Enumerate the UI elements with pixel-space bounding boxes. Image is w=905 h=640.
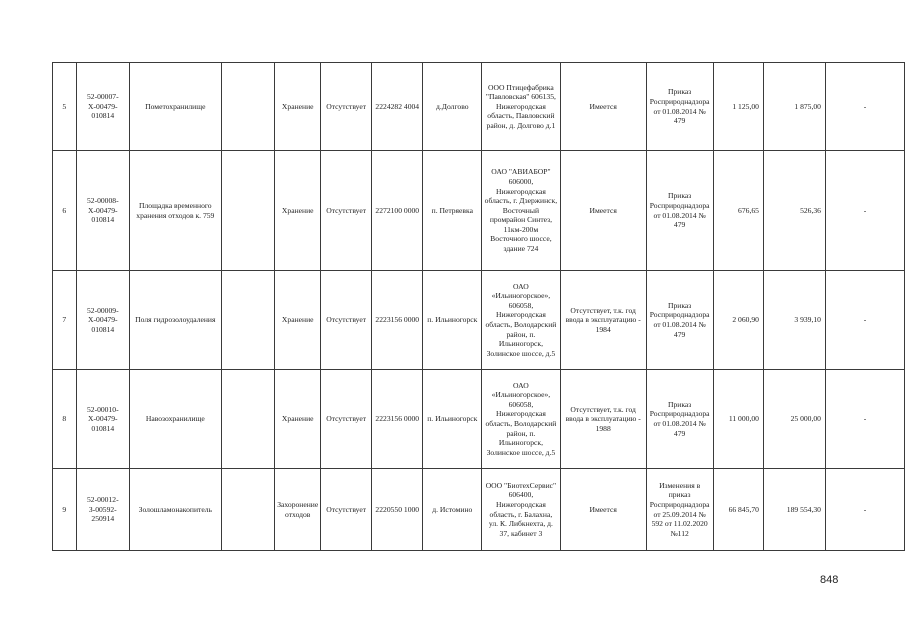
object-name: Площадка временного хранения отходов к. 759	[130, 151, 222, 271]
locality-name: п. Ильиногорск	[423, 370, 482, 469]
note-cell: -	[825, 271, 904, 370]
monitoring-status: Отсутствует, т.к. год ввода в эксплуатацию - 1988	[560, 370, 646, 469]
order-info: Приказ Росприроднадзора от 01.08.2014 № 479	[646, 370, 713, 469]
status-cell: Отсутствует	[321, 63, 372, 151]
capacity-value: 11 000,00	[713, 370, 763, 469]
capacity-value: 2 060,90	[713, 271, 763, 370]
row-number: 9	[53, 469, 77, 551]
table-row	[53, 469, 905, 551]
object-purpose: Хранение	[275, 370, 321, 469]
blank-cell	[221, 271, 275, 370]
operator-info: ООО Птицефабрика "Павловская" 606135, Нижегородская область, Павловский район, д. Долгово д.1	[482, 63, 561, 151]
locality-name: д. Истомино	[423, 469, 482, 551]
monitoring-status: Имеется	[560, 151, 646, 271]
status-cell: Отсутствует	[321, 271, 372, 370]
order-info: Изменения в приказ Росприроднадзора от 25.09.2014 № 592 от 11.02.2020 №112	[646, 469, 713, 551]
object-purpose: Хранение	[275, 151, 321, 271]
monitoring-status: Имеется	[560, 469, 646, 551]
table-row	[53, 151, 905, 271]
object-purpose: Захоронение отходов	[275, 469, 321, 551]
blank-cell	[221, 469, 275, 551]
status-cell: Отсутствует	[321, 370, 372, 469]
row-number: 7	[53, 271, 77, 370]
blank-cell	[221, 63, 275, 151]
order-info: Приказ Росприроднадзора от 01.08.2014 № 479	[646, 63, 713, 151]
status-cell: Отсутствует	[321, 469, 372, 551]
registry-table	[52, 62, 905, 551]
operator-info: ОАО "АВИАБОР" 606000, Нижегородская область, г. Дзержинск, Восточный промрайон Синтез, 11км-200м Восточного шоссе, здание 724	[482, 151, 561, 271]
oktmo-code: 2272100 0000	[372, 151, 423, 271]
capacity-value: 66 845,70	[713, 469, 763, 551]
object-code: 52-00008-Х-00479-010814	[76, 151, 129, 271]
blank-cell	[221, 370, 275, 469]
object-name: Навозохранилище	[130, 370, 222, 469]
object-code: 52-00012-З-00592-250914	[76, 469, 129, 551]
area-value: 25 000,00	[763, 370, 825, 469]
table-row	[53, 63, 905, 151]
locality-name: п. Петряевка	[423, 151, 482, 271]
note-cell: -	[825, 469, 904, 551]
object-code: 52-00009-Х-00479-010814	[76, 271, 129, 370]
table-row	[53, 370, 905, 469]
object-name: Поля гидрозолоудаления	[130, 271, 222, 370]
capacity-value: 1 125,00	[713, 63, 763, 151]
order-info: Приказ Росприроднадзора от 01.08.2014 № 479	[646, 271, 713, 370]
oktmo-code: 2223156 0000	[372, 370, 423, 469]
row-number: 6	[53, 151, 77, 271]
oktmo-code: 2224282 4004	[372, 63, 423, 151]
area-value: 1 875,00	[763, 63, 825, 151]
oktmo-code: 2220550 1000	[372, 469, 423, 551]
capacity-value: 676,65	[713, 151, 763, 271]
locality-name: п. Ильиногорск	[423, 271, 482, 370]
area-value: 526,36	[763, 151, 825, 271]
page-number: 848	[820, 574, 839, 586]
object-name: Золошламонакопитель	[130, 469, 222, 551]
object-name: Пометохранилище	[130, 63, 222, 151]
order-info: Приказ Росприроднадзора от 01.08.2014 № 479	[646, 151, 713, 271]
note-cell: -	[825, 63, 904, 151]
area-value: 189 554,30	[763, 469, 825, 551]
operator-info: ОАО «Ильиногорское», 606058, Нижегородская область, Володарский район, п. Ильиногорск, Золинское шоссе, д.5	[482, 370, 561, 469]
object-code: 52-00007-Х-00479-010814	[76, 63, 129, 151]
operator-info: ОАО «Ильиногорское», 606058, Нижегородская область, Володарский район, п. Ильиногорск, Золинское шоссе, д.5	[482, 271, 561, 370]
object-purpose: Хранение	[275, 271, 321, 370]
note-cell: -	[825, 151, 904, 271]
monitoring-status: Имеется	[560, 63, 646, 151]
operator-info: ООО "БиотехСервис" 606400, Нижегородская область, г. Балахна, ул. К. Либкнехта, д. 37, кабинет 3	[482, 469, 561, 551]
note-cell: -	[825, 370, 904, 469]
row-number: 5	[53, 63, 77, 151]
status-cell: Отсутствует	[321, 151, 372, 271]
monitoring-status: Отсутствует, т.к. год ввода в эксплуатацию - 1984	[560, 271, 646, 370]
blank-cell	[221, 151, 275, 271]
oktmo-code: 2223156 0000	[372, 271, 423, 370]
table-row	[53, 271, 905, 370]
object-purpose: Хранение	[275, 63, 321, 151]
locality-name: д.Долгово	[423, 63, 482, 151]
area-value: 3 939,10	[763, 271, 825, 370]
row-number: 8	[53, 370, 77, 469]
object-code: 52-00010-Х-00479-010814	[76, 370, 129, 469]
